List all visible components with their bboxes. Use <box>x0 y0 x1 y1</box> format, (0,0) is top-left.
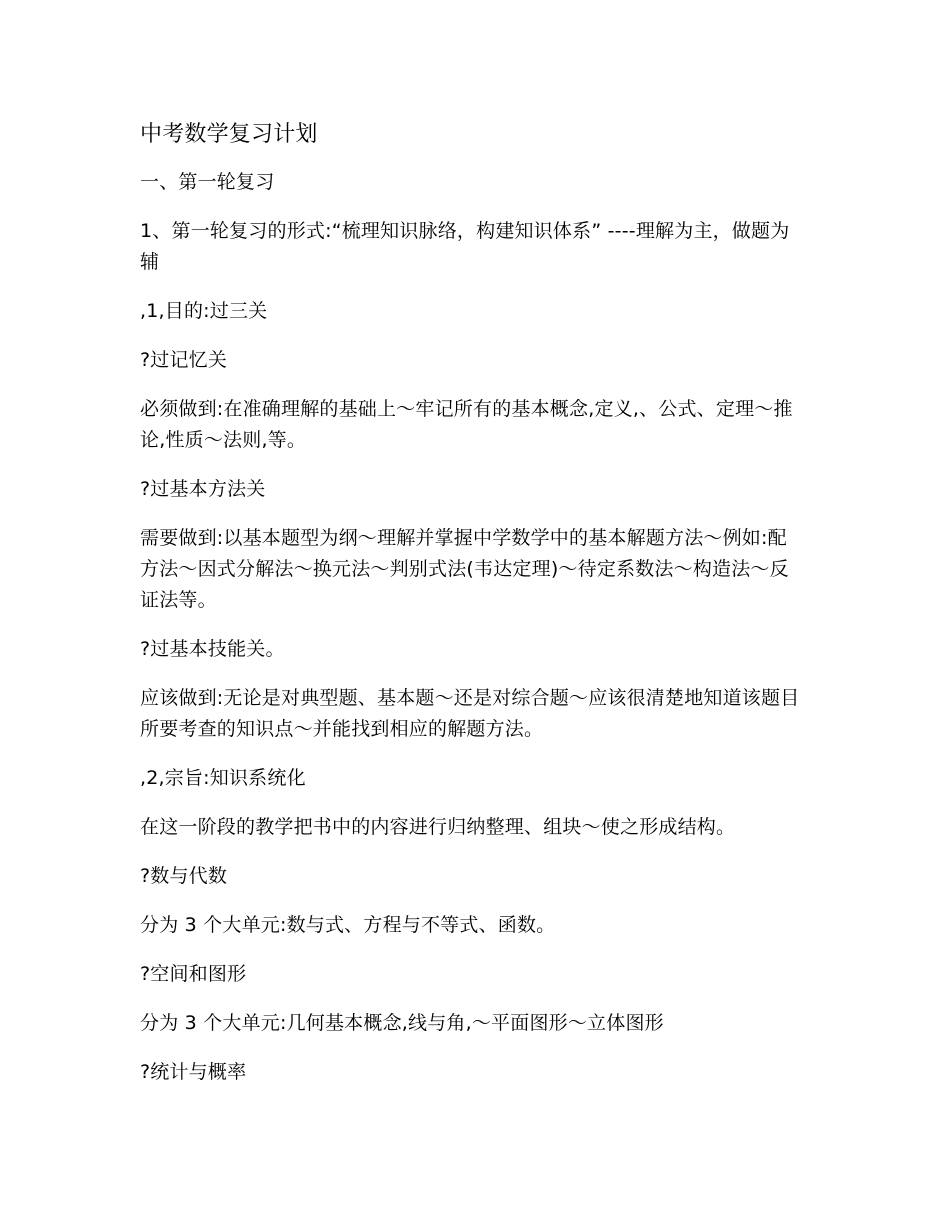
list-item-methods: ?过基本方法关 <box>140 478 266 500</box>
document-title: 中考数学复习计划 <box>140 122 318 147</box>
list-item-space-shape: ?空间和图形 <box>140 963 247 985</box>
section-heading-first-round: 一、第一轮复习 <box>140 171 275 193</box>
document-body <box>140 118 805 1106</box>
paragraph-methods-detail: 需要做到:以基本题型为纲～理解并掌握中学数学中的基本解题方法～例如:配方法～因式分解法～换元法～判别式法(韦达定理)～待定系数法～构造法～反证法等。 <box>140 527 789 611</box>
paragraph-goal: ,1,目的:过三关 <box>140 300 268 322</box>
list-item-number-algebra: ?数与代数 <box>140 865 228 887</box>
paragraph-purpose-detail: 在这一阶段的教学把书中的内容进行归纳整理、组块～使之形成结构。 <box>140 816 736 838</box>
paragraph-space-shape-detail: 分为 3 个大单元:几何基本概念,线与角,～平面图形～立体图形 <box>140 1012 664 1034</box>
list-item-memory: ?过记忆关 <box>140 349 228 371</box>
paragraph-number-algebra-detail: 分为 3 个大单元:数与式、方程与不等式、函数。 <box>140 914 556 936</box>
paragraph-skills-detail: 应该做到:无论是对典型题、基本题～还是对综合题～应该很清楚地知道该题目所要考查的知识点～并能找到相应的解题方法。 <box>140 687 800 740</box>
paragraph-purpose: ,2,宗旨:知识系统化 <box>140 767 306 789</box>
paragraph-review-form: 1、第一轮复习的形式:“梳理知识脉络，构建知识体系” ----理解为主，做题为辅 <box>140 220 790 273</box>
list-item-skills: ?过基本技能关。 <box>140 638 285 660</box>
paragraph-memory-detail: 必须做到:在准确理解的基础上～牢记所有的基本概念,定义,、公式、定理～推论,性质～法则,等。 <box>140 398 793 451</box>
list-item-statistics: ?统计与概率 <box>140 1061 247 1083</box>
